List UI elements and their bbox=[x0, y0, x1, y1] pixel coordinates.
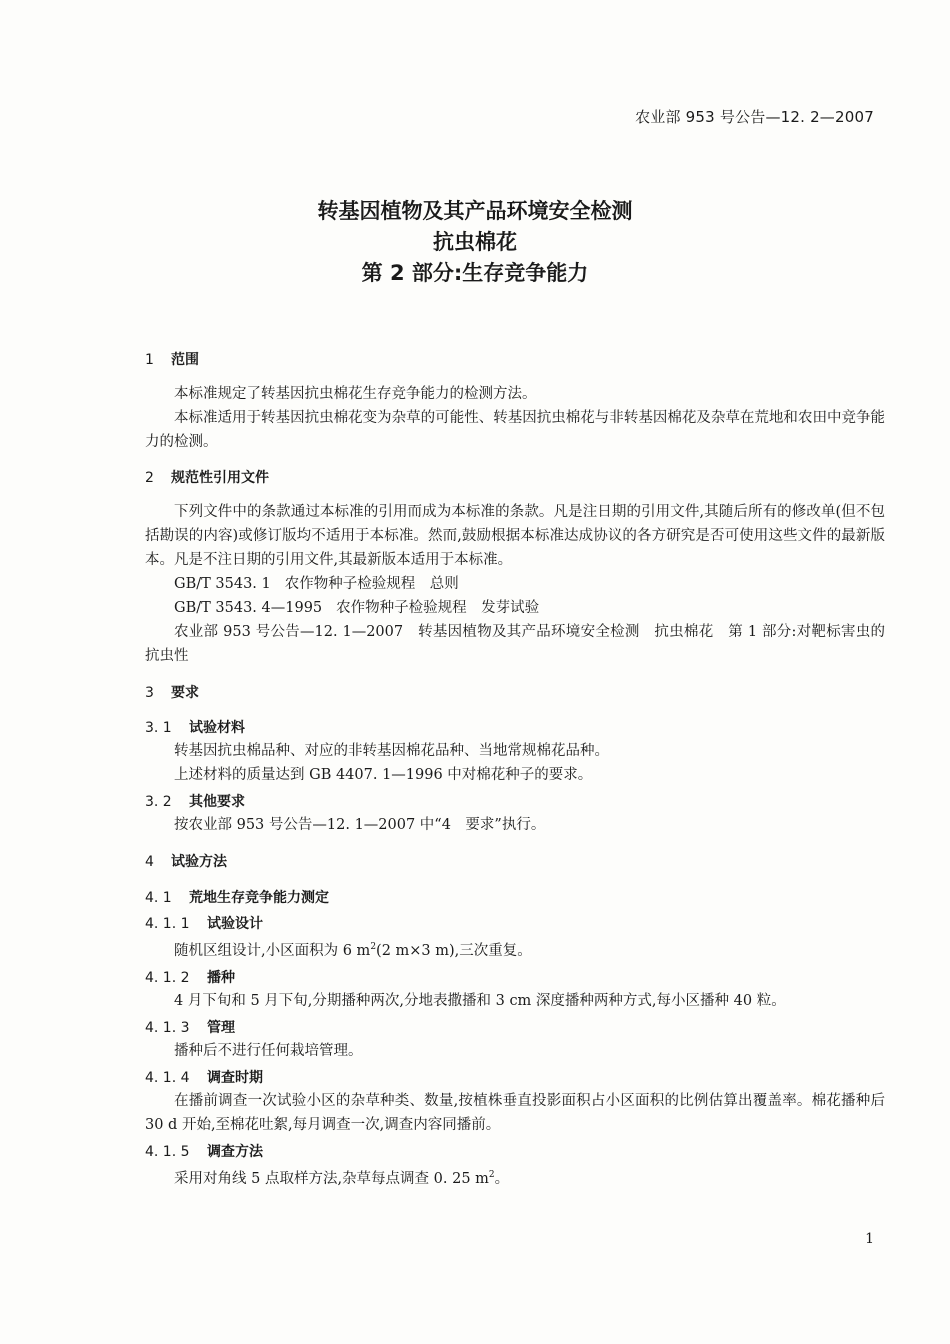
paragraph-text: (2 m×3 m),三次重复。 bbox=[376, 942, 532, 959]
section-title: 其他要求 bbox=[189, 794, 245, 810]
section-number: 2 bbox=[145, 470, 154, 486]
superscript: 2 bbox=[370, 942, 377, 952]
section-3-heading bbox=[145, 682, 885, 704]
subsection-4-1-2-heading bbox=[145, 967, 885, 989]
reference-item bbox=[145, 596, 885, 620]
subsection-4-1-heading bbox=[145, 887, 885, 909]
reference-title: 农作物种子检验规程 发芽试验 bbox=[336, 600, 540, 616]
paragraph: 转基因抗虫棉品种、对应的非转基因棉花品种、当地常规棉花品种。 bbox=[174, 743, 609, 759]
subsection-3-2-heading bbox=[145, 791, 885, 813]
paragraph-text: 。 bbox=[494, 1170, 510, 1187]
subsection-3-1-heading bbox=[145, 717, 885, 739]
section-title: 范围 bbox=[171, 352, 199, 368]
paragraph: 在播前调查一次试验小区的杂草种类、数量,按植株垂直投影面积占小区面积的比例估算出覆盖率。棉花播种后 30 d 开始,至棉花吐絮,每月调查一次,调查内容同播前。 bbox=[145, 1092, 885, 1133]
paragraph bbox=[145, 935, 885, 963]
subsection-4-1-5-heading bbox=[145, 1141, 885, 1163]
reference-code: GB/T 3543. 4—1995 bbox=[174, 600, 323, 616]
paragraph: 按农业部 953 号公告—12. 1—2007 中“4 要求”执行。 bbox=[174, 817, 546, 833]
section-number: 4. 1. 3 bbox=[145, 1019, 190, 1036]
paragraph bbox=[145, 1163, 885, 1191]
paragraph: 本标准适用于转基因抗虫棉花变为杂草的可能性、转基因抗虫棉花与非转基因棉花及杂草在荒地和农田中竞争能力的检测。 bbox=[145, 410, 885, 450]
section-number: 4. 1. 4 bbox=[145, 1069, 190, 1086]
superscript: 2 bbox=[488, 1169, 495, 1180]
paragraph: 下列文件中的条款通过本标准的引用而成为本标准的条款。凡是注日期的引用文件,其随后所有的修改单(但不包括勘误的内容)或修订版均不适用于本标准。然而,鼓励根据本标准达成协议的各方研究是否可使用这些文件的最新版本。凡是不注日期的引用文件,其最新版本适用于本标准。 bbox=[145, 504, 885, 568]
subsection-4-1-4-heading bbox=[145, 1067, 885, 1089]
page-number: 1 bbox=[865, 1231, 874, 1247]
section-title: 管理 bbox=[207, 1019, 235, 1036]
paragraph: 4 月下旬和 5 月下旬,分期播种两次,分地表撒播和 3 cm 深度播种两种方式,每小区播种 40 粒。 bbox=[174, 992, 786, 1009]
section-number: 4. 1. 5 bbox=[145, 1143, 190, 1160]
section-number: 1 bbox=[145, 352, 154, 368]
section-title: 调查时期 bbox=[207, 1069, 263, 1086]
paragraph-text: 随机区组设计,小区面积为 6 m bbox=[174, 942, 371, 959]
paragraph: 本标准规定了转基因抗虫棉花生存竞争能力的检测方法。 bbox=[174, 386, 537, 402]
subsection-4-1-3-heading bbox=[145, 1017, 885, 1039]
section-title: 试验方法 bbox=[171, 854, 227, 870]
section-title: 试验设计 bbox=[207, 916, 263, 932]
document-title bbox=[0, 196, 950, 289]
title-line-1: 转基因植物及其产品环境安全检测 bbox=[317, 199, 633, 223]
standard-code: 农业部 953 号公告—12. 2—2007 bbox=[635, 108, 874, 126]
title-line-2: 抗虫棉花 bbox=[433, 230, 517, 254]
section-1-heading bbox=[145, 349, 885, 371]
title-line-3: 第 2 部分:生存竞争能力 bbox=[361, 261, 589, 285]
reference-title: 农作物种子检验规程 总则 bbox=[284, 576, 459, 592]
section-number: 3 bbox=[145, 685, 154, 701]
section-title: 荒地生存竞争能力测定 bbox=[189, 890, 329, 906]
section-title: 调查方法 bbox=[207, 1143, 263, 1160]
section-number: 4. 1 bbox=[145, 890, 172, 906]
section-number: 4 bbox=[145, 854, 154, 870]
section-title: 播种 bbox=[207, 969, 235, 986]
section-4-heading bbox=[145, 851, 885, 873]
section-title: 要求 bbox=[171, 685, 199, 701]
subsection-4-1-1-heading bbox=[145, 913, 885, 935]
section-number: 3. 2 bbox=[145, 794, 172, 810]
section-title: 试验材料 bbox=[189, 720, 245, 736]
section-title: 规范性引用文件 bbox=[171, 470, 269, 486]
section-number: 4. 1. 2 bbox=[145, 969, 190, 986]
paragraph: 上述材料的质量达到 GB 4407. 1—1996 中对棉花种子的要求。 bbox=[174, 767, 593, 783]
paragraph: 播种后不进行任何栽培管理。 bbox=[174, 1042, 363, 1059]
section-number: 3. 1 bbox=[145, 720, 172, 736]
document-body bbox=[145, 349, 885, 1191]
paragraph-text: 采用对角线 5 点取样方法,杂草每点调查 0. 25 m bbox=[174, 1170, 489, 1187]
section-2-heading bbox=[145, 467, 885, 489]
reference-code: GB/T 3543. 1 bbox=[174, 576, 271, 592]
reference-item: 农业部 953 号公告—12. 1—2007 转基因植物及其产品环境安全检测 抗虫棉花 第 1 部分:对靶标害虫的抗虫性 bbox=[145, 624, 885, 664]
reference-item bbox=[145, 572, 885, 596]
section-number: 4. 1. 1 bbox=[145, 916, 190, 932]
